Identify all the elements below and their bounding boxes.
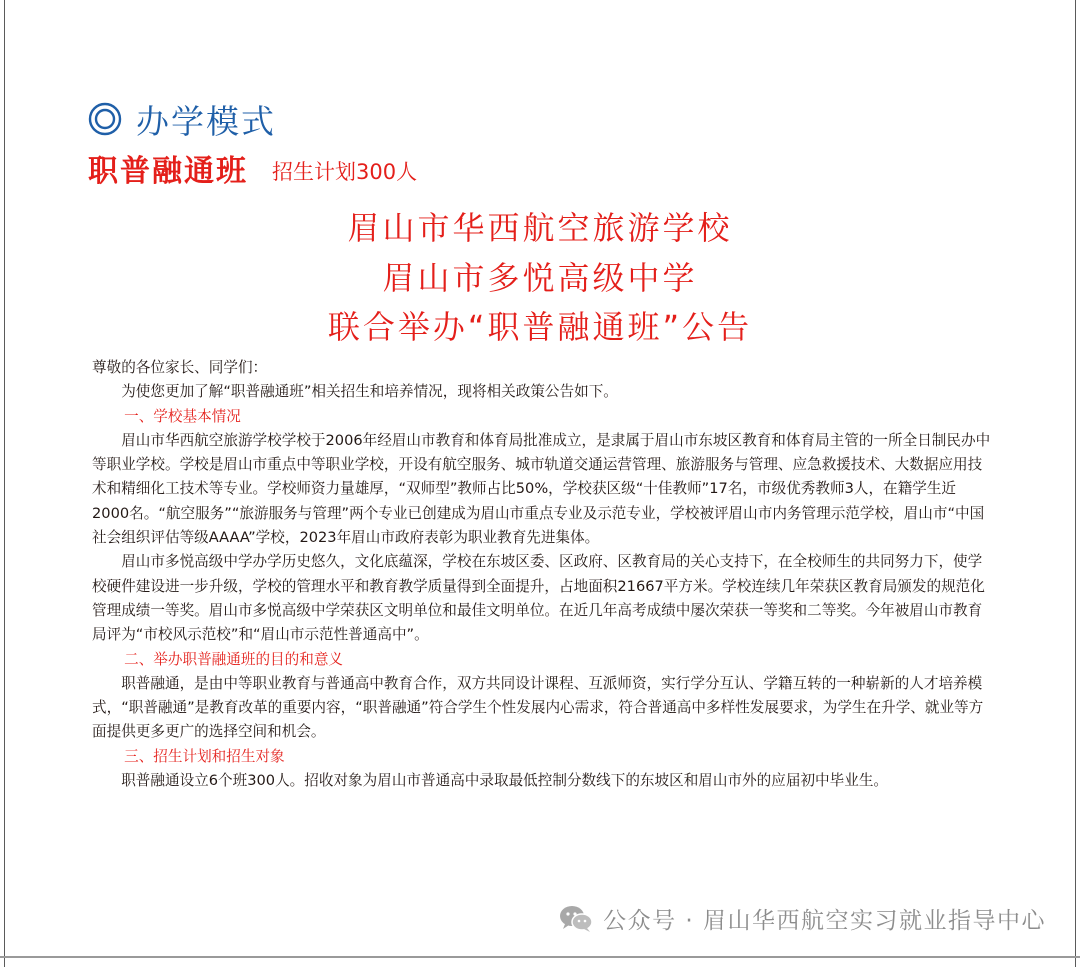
section-2-paragraph: 职普融通，是由中等职业教育与普通高中教育合作，双方共同设计课程、互派师资，实行学分互认、学籍互转的一种崭新的人才培养模式，“职普融通”是教育改革的重要内容，“职普融通”符合学生个性发展内心需求，符合普通高中多样性发展要求，为学生在升学、就业等方面提供更多更广的选择空间和机会。: [92, 674, 984, 741]
circle-target-icon: [88, 102, 122, 136]
announcement-heading-line-1: 眉山市华西航空旅游学校: [347, 209, 733, 247]
bottom-border: [0, 956, 1080, 958]
right-border: [1075, 0, 1076, 967]
section-3-paragraph: 职普融通设立6个班300人。招收对象为眉山市普通高中录取最低控制分数线下的东坡区和眉山市外的应届初中毕业生。: [121, 772, 889, 790]
left-border: [4, 0, 5, 967]
watermark-footer: [559, 902, 1046, 935]
section-1-paragraph-1: 眉山市华西航空旅游学校学校于2006年经眉山市教育和体育局批准成立，是隶属于眉山市东坡区教育和体育局主管的一所全日制民办中等职业学校。学校是眉山市重点中等职业学校，开设有航空服务、城市轨道交通运营管理、旅游服务与管理、应急救援技术、大数据应用技术和精细化工技术等专业。学校师资力量雄厚，“双师型”教师占比50%，学校获区级“十佳教师”17名，市级优秀教师3人，在籍学生近2000名。“航空服务”“旅游服务与管理”两个专业已创建成为眉山市重点专业及示范专业，学校被评眉山市内务管理示范学校，眉山市“中国社会组织评估等级AAAA”学校，2023年眉山市政府表彰为职业教育先进集体。: [92, 431, 991, 547]
greeting: 尊敬的各位家长、同学们：: [92, 359, 268, 376]
class-line: [88, 148, 417, 190]
class-name: 职普融通班: [88, 154, 248, 189]
section-3-title: 三、招生计划和招生对象: [124, 747, 285, 765]
announcement-heading-line-2: 眉山市多悦高级中学: [382, 259, 698, 297]
section-header: [88, 96, 276, 142]
wechat-icon: [559, 904, 593, 934]
intro-paragraph: 为使您更加了解“职普融通班”相关招生和培养情况，现将相关政策公告如下。: [121, 383, 618, 401]
announcement-body: [92, 356, 992, 793]
section-title: 办学模式: [136, 101, 276, 141]
footer-text: 公众号 · 眉山华西航空实习就业指导中心: [603, 908, 1046, 934]
section-1-title: 一、学校基本情况: [124, 407, 241, 425]
enrollment-plan: 招生计划300人: [272, 160, 418, 184]
announcement-heading-line-3: 联合举办“职普融通班”公告: [327, 308, 753, 346]
section-1-paragraph-2: 眉山市多悦高级中学办学历史悠久，文化底蕴深，学校在东坡区委、区政府、区教育局的关心支持下，在全校师生的共同努力下，使学校硬件建设进一步升级，学校的管理水平和教育教学质量得到全面提升，占地面积21667平方米。学校连续几年荣获区教育局颁发的规范化管理成绩一等奖。眉山市多悦高级中学荣获区文明单位和最佳文明单位。在近几年高考成绩中屡次荣获一等奖和二等奖。今年被眉山市教育局评为“市校风示范校”和“眉山市示范性普通高中”。: [92, 553, 985, 644]
section-2-title: 二、举办职普融通班的目的和意义: [124, 650, 344, 668]
